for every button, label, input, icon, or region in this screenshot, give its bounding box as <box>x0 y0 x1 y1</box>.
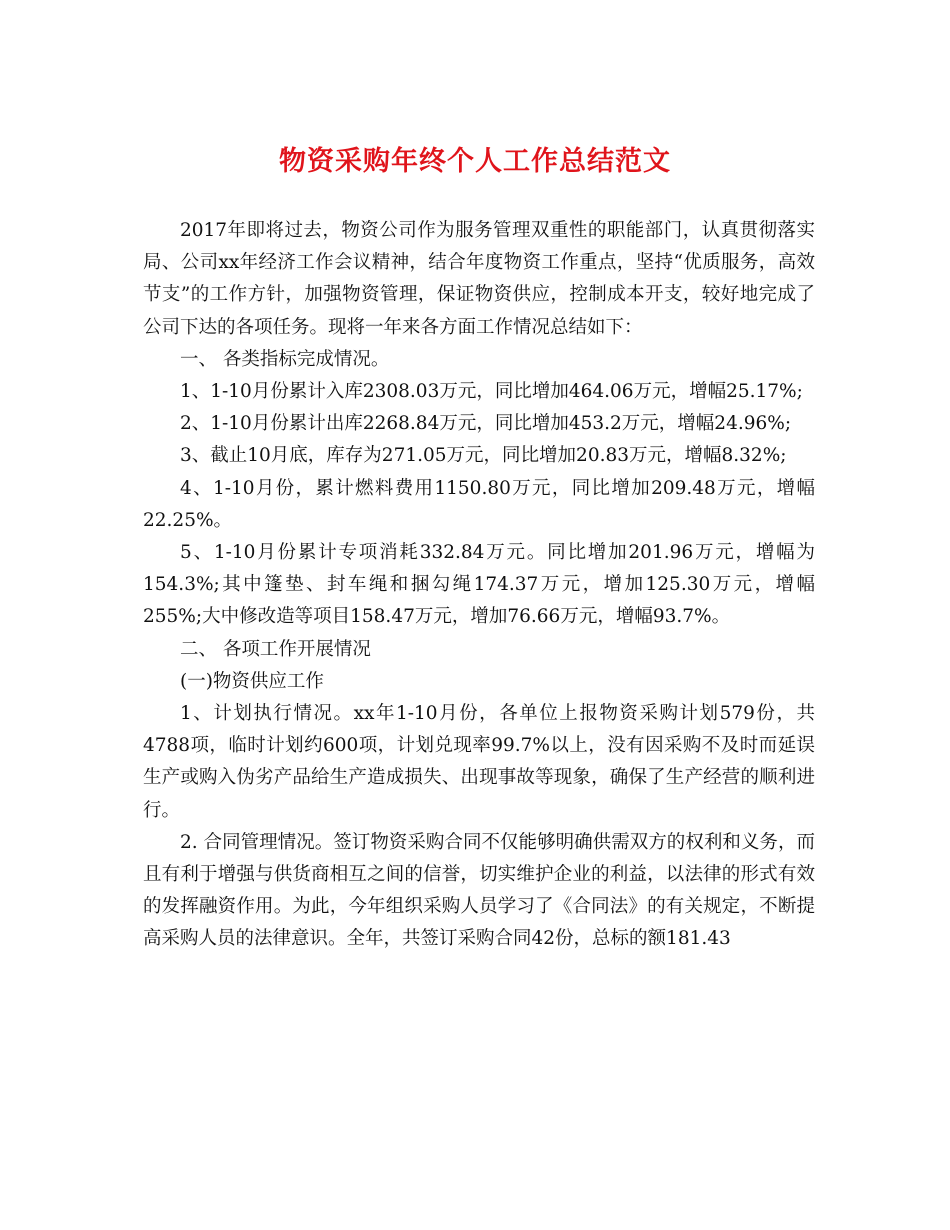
paragraph-item-5: 5、1-10月份累计专项消耗332.84万元。同比增加201.96万元，增幅为154.3%;其中篷垫、封车绳和捆勾绳174.37万元，增加125.30万元，增幅255%;大中修改造等项目158.47万元，增加76.66万元，增幅93.7%。 <box>143 542 815 628</box>
paragraph-item-2: 2、1-10月份累计出库2268.84万元，同比增加453.2万元，增幅24.96%; <box>180 413 792 435</box>
paragraph-contract-management: 2. 合同管理情况。签订物资采购合同不仅能够明确供需双方的权利和义务，而且有利于增强与供货商相互之间的信誉，切实维护企业的利益，以法律的形式有效的发挥融资作用。为此，今年组织采购人员学习了《合同法》的有关规定，不断提高采购人员的法律意识。全年，共签订采购合同42份，总标的额181.43 <box>143 831 815 950</box>
subsection-heading: (一)物资供应工作 <box>180 670 324 692</box>
paragraph-item-4: 4、1-10月份，累计燃料费用1150.80万元，同比增加209.48万元，增幅22.25%。 <box>143 477 815 531</box>
document-title: 物资采购年终个人工作总结范文 <box>279 146 671 177</box>
paragraph-item-1: 1、1-10月份累计入库2308.03万元，同比增加464.06万元，增幅25.17%; <box>180 381 803 403</box>
paragraph-intro: 2017年即将过去，物资公司作为服务管理双重性的职能部门，认真贯彻落实局、公司xx年经济工作会议精神，结合年度物资工作重点，坚持“优质服务，高效节支”的工作方针，加强物资管理，保证物资供应，控制成本开支，较好地完成了公司下达的各项任务。现将一年来各方面工作情况总结如下： <box>143 220 815 338</box>
section-heading-1: 一、 各类指标完成情况。 <box>180 348 390 370</box>
section-heading-2: 二、 各项工作开展情况 <box>180 638 371 660</box>
paragraph-item-3: 3、截止10月底，库存为271.05万元，同比增加20.83万元，增幅8.32%; <box>180 445 787 467</box>
document-body <box>143 215 815 956</box>
paragraph-plan-execution: 1、计划执行情况。xx年1-10月份，各单位上报物资采购计划579份，共4788项，临时计划约600项，计划兑现率99.7%以上，没有因采购不及时而延误生产或购入伪劣产品给生产造成损失、出现事故等现象，确保了生产经营的顺利进行。 <box>143 703 815 821</box>
